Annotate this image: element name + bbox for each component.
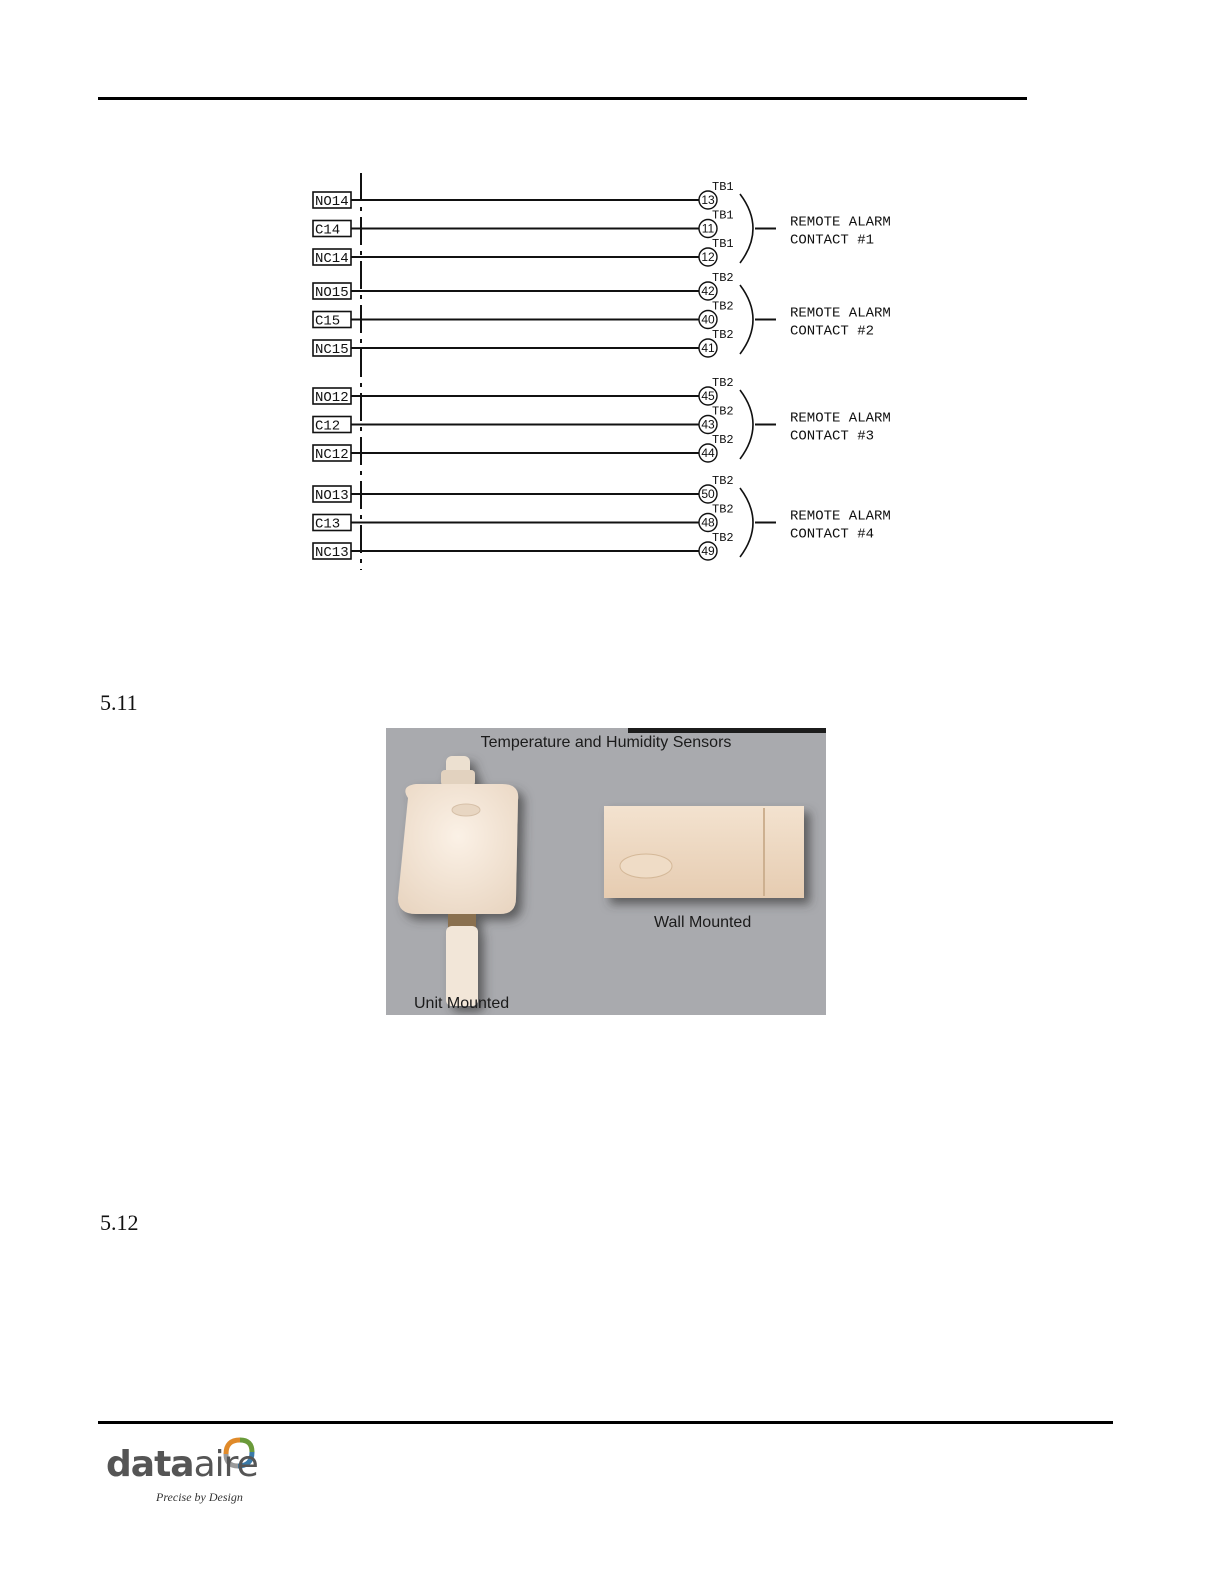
alarm-label-line2: CONTACT #4 <box>790 526 875 543</box>
sensor-illustration <box>386 728 826 1015</box>
terminal-number-50: 50 <box>701 487 715 501</box>
terminal-block-label: TB2 <box>712 299 734 314</box>
unit-mounted-caption: Unit Mounted <box>414 995 510 1012</box>
footer-rule <box>98 1421 1113 1424</box>
section-number-5-11: 5.11 <box>100 690 138 715</box>
terminal-block-label: TB1 <box>712 208 734 223</box>
signal-label-nc13: NC13 <box>315 545 349 561</box>
signal-label-c14: C14 <box>315 222 341 239</box>
signal-label-no12: NO12 <box>315 390 349 406</box>
group-bracket <box>740 390 753 459</box>
alarm-label-line2: CONTACT #2 <box>790 323 875 340</box>
logo-tagline: Precise by Design <box>156 1490 243 1504</box>
unit-mounted-sensor <box>398 756 518 1006</box>
group-bracket <box>740 285 753 354</box>
terminal-number-11: 11 <box>701 221 715 236</box>
signal-label-c13: C13 <box>315 516 341 533</box>
terminal-block-label: TB2 <box>712 328 734 342</box>
terminal-block-label: TB2 <box>712 531 734 545</box>
alarm-label-line1: REMOTE ALARM <box>790 508 891 525</box>
terminal-number-48: 48 <box>701 515 715 530</box>
terminal-number-13: 13 <box>701 193 715 207</box>
header-rule <box>98 97 1027 100</box>
signal-label-no14: NO14 <box>315 194 349 210</box>
terminal-number-40: 40 <box>701 312 715 327</box>
alarm-label-line2: CONTACT #3 <box>790 428 875 445</box>
terminal-number-49: 49 <box>701 544 715 558</box>
terminal-block-label: TB1 <box>712 180 734 194</box>
terminal-number-42: 42 <box>701 284 715 298</box>
wall-mounted-caption: Wall Mounted <box>654 914 752 931</box>
logo-wordmark <box>106 1444 258 1485</box>
group-bracket <box>740 488 753 557</box>
dataaire-logo <box>100 1430 270 1520</box>
logo-bold: data <box>106 1444 194 1485</box>
terminal-number-44: 44 <box>701 446 715 460</box>
terminal-block-label: TB2 <box>712 502 734 517</box>
terminal-block-label: TB2 <box>712 376 734 390</box>
section-number-5-12: 5.12 <box>100 1210 139 1235</box>
signal-label-no13: NO13 <box>315 488 349 504</box>
photo-title: Temperature and Humidity Sensors <box>480 734 732 751</box>
alarm-label-line1: REMOTE ALARM <box>790 305 891 322</box>
signal-label-nc12: NC12 <box>315 447 349 463</box>
wall-mounted-sensor <box>604 806 804 898</box>
terminal-number-45: 45 <box>701 389 715 403</box>
terminal-number-12: 12 <box>701 250 715 264</box>
signal-label-c15: C15 <box>315 313 341 330</box>
terminal-block-label: TB2 <box>712 474 734 488</box>
terminal-number-43: 43 <box>701 417 715 432</box>
alarm-label-line1: REMOTE ALARM <box>790 410 891 427</box>
signal-label-c12: C12 <box>315 418 341 435</box>
alarm-label-line1: REMOTE ALARM <box>790 214 891 231</box>
signal-label-no15: NO15 <box>315 285 349 301</box>
terminal-block-label: TB2 <box>712 433 734 447</box>
alarm-label-line2: CONTACT #1 <box>790 232 875 249</box>
signal-label-nc15: NC15 <box>315 342 349 358</box>
group-bracket <box>740 194 753 263</box>
temperature-humidity-sensors-photo <box>386 728 826 1015</box>
remote-alarm-wiring-diagram <box>300 165 920 585</box>
terminal-number-41: 41 <box>701 341 715 355</box>
terminal-block-label: TB1 <box>712 237 734 251</box>
signal-label-nc14: NC14 <box>315 251 349 267</box>
terminal-block-label: TB2 <box>712 271 734 285</box>
logo-light: aire <box>193 1444 258 1485</box>
terminal-block-label: TB2 <box>712 404 734 419</box>
